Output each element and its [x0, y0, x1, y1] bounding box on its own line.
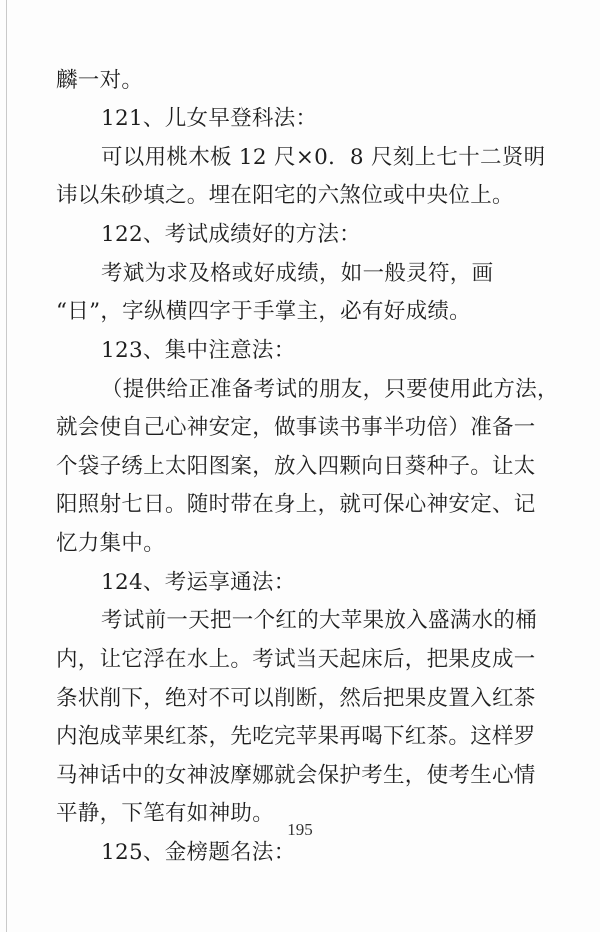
text-line: 考试前一天把一个红的大苹果放入盛满水的桶 — [101, 608, 538, 633]
text-line: 个袋子绣上太阳图案，放入四颗向日葵种子。让太 — [56, 454, 536, 479]
text-line: （提供给正准备考试的朋友，只要使用此方法， — [101, 377, 559, 402]
text-line: 内，让它浮在水上。考试当天起床后，把果皮成一 — [56, 647, 536, 672]
text-line: “日”，字纵横四字于手掌主，必有好成绩。 — [56, 299, 471, 324]
page-number: 195 — [287, 820, 313, 839]
text-line: 阳照射七日。随时带在身上，就可保心神安定、记 — [56, 492, 536, 517]
text-line: 讳以朱砂填之。埋在阳宅的六煞位或中央位上。 — [56, 183, 514, 208]
text-line: 就会使自己心神安定，做事读书事半功倍）准备一 — [56, 415, 536, 440]
section-heading: 125、金榜题名法： — [101, 840, 296, 865]
page-edge-line — [6, 0, 7, 932]
section-heading: 122、考试成绩好的方法： — [101, 222, 361, 247]
section-heading: 124、考运享通法： — [101, 570, 296, 595]
text-line: 内泡成苹果红茶，先吃完苹果再喝下红茶。这样罗 — [56, 724, 536, 749]
section-heading: 121、儿女早登科法： — [101, 106, 318, 131]
text-line: 麟一对。 — [56, 68, 144, 93]
text-line: 条状削下，绝对不可以削断，然后把果皮置入红茶 — [56, 686, 536, 711]
text-line: 平静，下笔有如神助。 — [56, 801, 275, 826]
text-line: 马神话中的女神波摩娜就会保护考生，使考生心情 — [56, 763, 536, 788]
text-line: 考斌为求及格或好成绩，如一般灵符，画 — [101, 261, 494, 286]
text-line: 忆力集中。 — [56, 531, 166, 556]
section-heading: 123、集中注意法： — [101, 338, 296, 363]
text-line: 可以用桃木板 12 尺×0．8 尺刻上七十二贤明 — [101, 145, 546, 170]
